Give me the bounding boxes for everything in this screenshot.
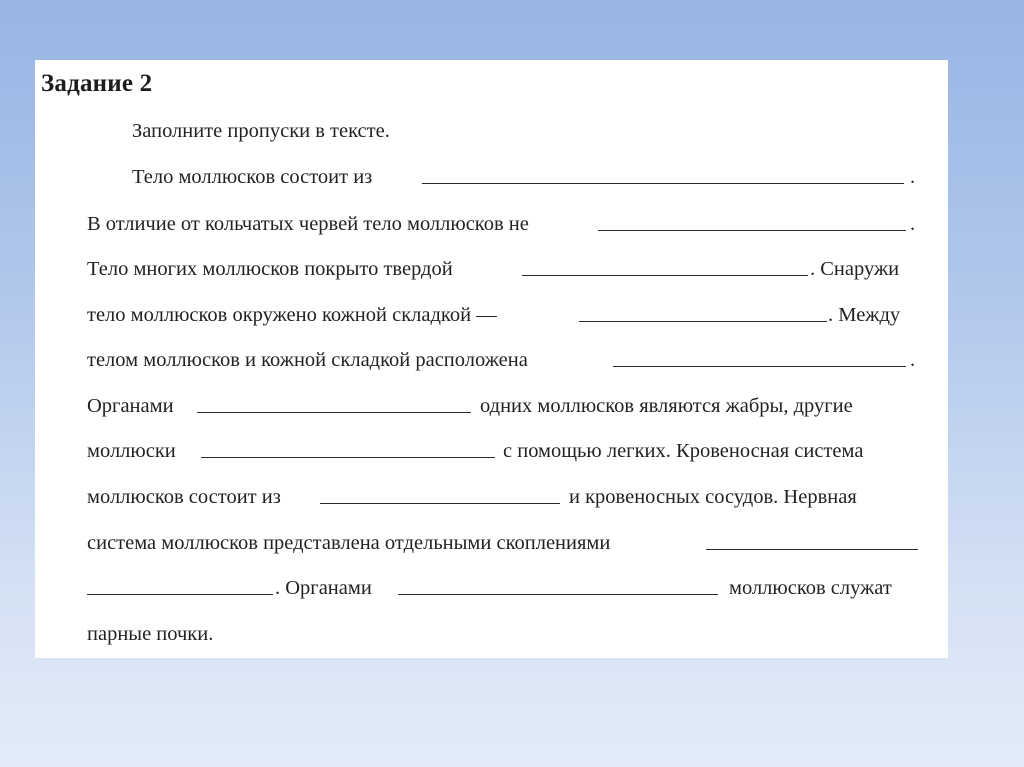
text-line-6 xyxy=(35,392,948,420)
worksheet-page xyxy=(35,60,948,658)
blank-7[interactable] xyxy=(201,457,495,458)
text-line-5 xyxy=(35,346,948,374)
blank-5[interactable] xyxy=(613,366,906,367)
text-line-1 xyxy=(35,163,948,191)
blank-4[interactable] xyxy=(579,321,827,322)
line-4-text: тело моллюсков окружено кожной складкой — xyxy=(87,304,497,326)
line-7-text: моллюски xyxy=(87,440,176,462)
instruction-line xyxy=(35,117,948,145)
text-line-7 xyxy=(35,437,948,465)
blank-3[interactable] xyxy=(522,275,808,276)
line-8-text: моллюсков состоит из xyxy=(87,486,281,508)
blank-1[interactable] xyxy=(422,183,904,184)
line-6-after: одних моллюсков являются жабры, другие xyxy=(480,395,853,417)
line-3-after: . Снаружи xyxy=(810,258,900,280)
line-1-text: Тело моллюсков состоит из xyxy=(132,166,373,188)
text-line-4 xyxy=(35,301,948,329)
blank-10[interactable] xyxy=(87,594,273,595)
text-line-9 xyxy=(35,529,948,557)
task-title: Задание 2 xyxy=(41,70,153,97)
blank-2[interactable] xyxy=(598,230,906,231)
text-line-8 xyxy=(35,483,948,511)
blank-8[interactable] xyxy=(320,503,560,504)
line-9-text: система моллюсков представлена отдельными скоплениями xyxy=(87,532,611,554)
blank-9[interactable] xyxy=(706,549,918,550)
line-3-text: Тело многих моллюсков покрыто твердой xyxy=(87,258,453,280)
blank-6[interactable] xyxy=(197,412,471,413)
line-1-end: . xyxy=(910,166,916,188)
line-4-after: . Между xyxy=(828,304,901,326)
instruction-text: Заполните пропуски в тексте. xyxy=(132,120,390,142)
line-7-after: с помощью легких. Кровеносная система xyxy=(503,440,864,462)
text-line-10 xyxy=(35,574,948,602)
text-line-11 xyxy=(35,620,948,648)
line-2-end: . xyxy=(910,213,916,235)
line-5-text: телом моллюсков и кожной складкой расположена xyxy=(87,349,528,371)
line-10-after: моллюсков служат xyxy=(729,577,892,599)
text-line-3 xyxy=(35,255,948,283)
line-6-text: Органами xyxy=(87,395,174,417)
line-10-text: . Органами xyxy=(275,577,372,599)
line-5-end: . xyxy=(910,349,916,371)
blank-11[interactable] xyxy=(398,594,718,595)
line-2-text: В отличие от кольчатых червей тело моллюсков не xyxy=(87,213,529,235)
line-8-after: и кровеносных сосудов. Нервная xyxy=(569,486,857,508)
line-11-text: парные почки. xyxy=(87,623,214,645)
text-line-2 xyxy=(35,210,948,238)
